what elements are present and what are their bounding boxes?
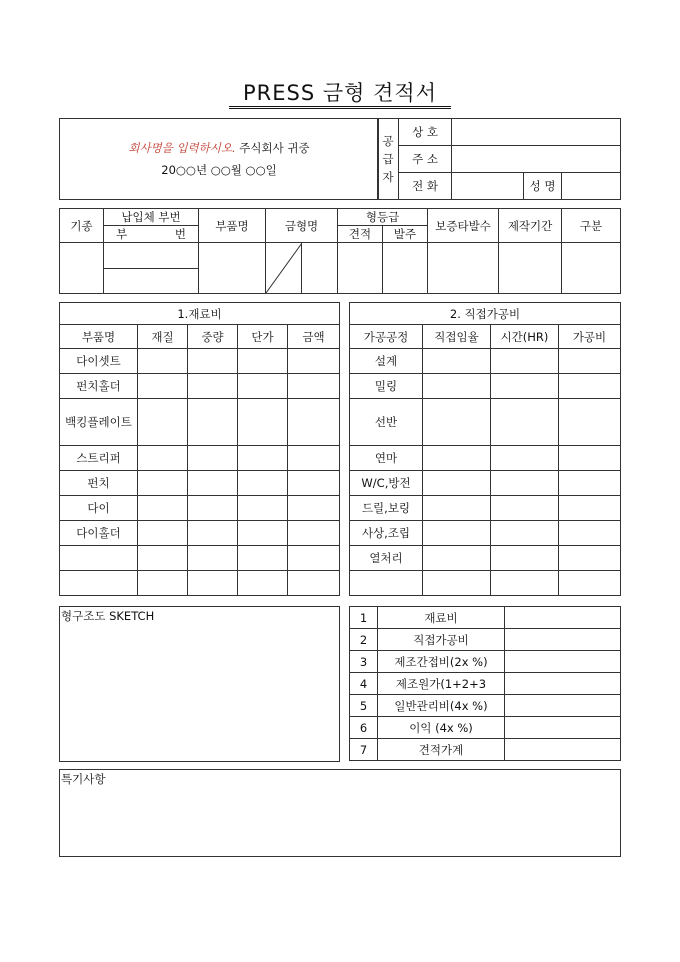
material-header: 부품명 bbox=[60, 325, 138, 349]
name-field[interactable] bbox=[562, 173, 621, 200]
summary-number: 7 bbox=[350, 739, 378, 761]
material-input-cell[interactable] bbox=[238, 374, 288, 399]
supplier-table bbox=[377, 118, 621, 200]
summary-label: 재료비 bbox=[378, 607, 505, 629]
material-part-name: 백킹플레이트 bbox=[60, 399, 138, 446]
material-row bbox=[60, 399, 340, 446]
direct-input-cell[interactable] bbox=[423, 521, 491, 546]
material-input-cell[interactable] bbox=[238, 571, 288, 596]
direct-input-cell[interactable] bbox=[559, 471, 621, 496]
col-part-no-b: 번 bbox=[174, 227, 186, 242]
material-input-cell[interactable] bbox=[188, 496, 238, 521]
material-input-cell[interactable] bbox=[138, 571, 188, 596]
direct-heading: 2. 직접가공비 bbox=[350, 303, 621, 325]
summary-label: 견적가계 bbox=[378, 739, 505, 761]
direct-input-cell[interactable] bbox=[559, 399, 621, 446]
direct-input-cell[interactable] bbox=[491, 446, 559, 471]
col-gijong: 기종 bbox=[60, 209, 104, 243]
material-input-cell[interactable] bbox=[188, 546, 238, 571]
material-row bbox=[60, 496, 340, 521]
summary-amount-cell[interactable] bbox=[505, 607, 621, 629]
material-input-cell[interactable] bbox=[238, 349, 288, 374]
direct-input-cell[interactable] bbox=[491, 374, 559, 399]
summary-amount-cell[interactable] bbox=[505, 695, 621, 717]
material-part-name bbox=[60, 546, 138, 571]
summary-number: 1 bbox=[350, 607, 378, 629]
part-no-cell[interactable] bbox=[104, 243, 199, 268]
recipient-suffix: 주식회사 귀중 bbox=[235, 141, 310, 155]
col-guarantee: 보증타발수 bbox=[428, 209, 499, 243]
material-part-name bbox=[60, 571, 138, 596]
direct-process-name: 연마 bbox=[350, 446, 423, 471]
material-part-name: 다이 bbox=[60, 496, 138, 521]
summary-label: 일반관리비(4x %) bbox=[378, 695, 505, 717]
summary-number: 3 bbox=[350, 651, 378, 673]
summary-number: 2 bbox=[350, 629, 378, 651]
direct-input-cell[interactable] bbox=[423, 349, 491, 374]
material-heading: 1.재료비 bbox=[60, 303, 340, 325]
direct-input-cell[interactable] bbox=[491, 571, 559, 596]
material-input-cell[interactable] bbox=[288, 349, 340, 374]
phone-field[interactable] bbox=[452, 173, 524, 200]
direct-input-cell[interactable] bbox=[559, 521, 621, 546]
summary-label: 제조간접비(2x %) bbox=[378, 651, 505, 673]
material-part-name: 펀치 bbox=[60, 471, 138, 496]
direct-row bbox=[350, 399, 621, 446]
trade-name-field[interactable] bbox=[452, 119, 621, 146]
direct-process-name: 밀링 bbox=[350, 374, 423, 399]
recipient-line bbox=[60, 140, 378, 156]
direct-input-cell[interactable] bbox=[491, 546, 559, 571]
summary-number: 6 bbox=[350, 717, 378, 739]
material-input-cell[interactable] bbox=[188, 374, 238, 399]
direct-process-name: 선반 bbox=[350, 399, 423, 446]
material-input-cell[interactable] bbox=[288, 374, 340, 399]
direct-process-name: 열처리 bbox=[350, 546, 423, 571]
material-input-cell[interactable] bbox=[188, 399, 238, 446]
summary-row bbox=[350, 607, 621, 629]
summary-table bbox=[349, 606, 621, 761]
direct-input-cell[interactable] bbox=[559, 446, 621, 471]
direct-input-cell[interactable] bbox=[491, 496, 559, 521]
direct-header: 직접임율 bbox=[423, 325, 491, 349]
diagonal-line bbox=[266, 243, 302, 293]
direct-processing-table bbox=[349, 302, 621, 596]
col-part-name: 부품명 bbox=[199, 209, 266, 243]
direct-input-cell[interactable] bbox=[423, 496, 491, 521]
col-estimate: 견적 bbox=[338, 226, 383, 243]
material-cost-table bbox=[59, 302, 340, 596]
direct-input-cell[interactable] bbox=[491, 349, 559, 374]
phone-label: 전 화 bbox=[399, 173, 452, 200]
col-part-no: 납입체 부번 bbox=[104, 209, 199, 226]
address-label: 주 소 bbox=[399, 146, 452, 173]
company-name-placeholder[interactable]: 회사명을 입력하시오. bbox=[128, 141, 236, 155]
direct-input-cell[interactable] bbox=[491, 521, 559, 546]
direct-process-name: 사상,조립 bbox=[350, 521, 423, 546]
summary-row bbox=[350, 673, 621, 695]
col-part-no-sub bbox=[104, 226, 199, 243]
summary-amount-cell[interactable] bbox=[505, 717, 621, 739]
summary-label: 직접가공비 bbox=[378, 629, 505, 651]
material-input-cell[interactable] bbox=[288, 546, 340, 571]
summary-label: 제조원가(1+2+3 bbox=[378, 673, 505, 695]
material-input-cell[interactable] bbox=[138, 374, 188, 399]
guarantee-cell[interactable] bbox=[428, 243, 499, 294]
material-row bbox=[60, 349, 340, 374]
notes-box[interactable] bbox=[59, 769, 621, 857]
col-mold-name: 금형명 bbox=[266, 209, 338, 243]
supplier-label bbox=[378, 119, 399, 200]
direct-process-name: 드릴,보링 bbox=[350, 496, 423, 521]
material-row bbox=[60, 521, 340, 546]
part-no-cell-2[interactable] bbox=[104, 268, 199, 293]
direct-input-cell[interactable] bbox=[559, 546, 621, 571]
summary-row bbox=[350, 629, 621, 651]
col-shape-grade: 형등급 bbox=[338, 209, 428, 226]
direct-row bbox=[350, 446, 621, 471]
estimate-date: 20○○년 ○○월 ○○일 bbox=[161, 163, 277, 177]
period-cell[interactable] bbox=[499, 243, 562, 294]
order-cell[interactable] bbox=[383, 243, 428, 294]
direct-row bbox=[350, 546, 621, 571]
summary-row bbox=[350, 651, 621, 673]
direct-header: 시간(HR) bbox=[491, 325, 559, 349]
direct-input-cell[interactable] bbox=[559, 496, 621, 521]
recipient-box bbox=[59, 118, 379, 200]
material-row bbox=[60, 374, 340, 399]
direct-input-cell[interactable] bbox=[423, 571, 491, 596]
material-input-cell[interactable] bbox=[238, 546, 288, 571]
direct-row bbox=[350, 374, 621, 399]
summary-row bbox=[350, 717, 621, 739]
material-input-cell[interactable] bbox=[238, 446, 288, 471]
material-input-cell[interactable] bbox=[238, 399, 288, 446]
direct-row bbox=[350, 349, 621, 374]
material-row bbox=[60, 546, 340, 571]
material-input-cell[interactable] bbox=[138, 446, 188, 471]
summary-amount-cell[interactable] bbox=[505, 739, 621, 761]
direct-row bbox=[350, 496, 621, 521]
sketch-label: 형구조도 SKETCH bbox=[61, 609, 155, 623]
material-part-name: 스트리퍼 bbox=[60, 446, 138, 471]
part-name-cell[interactable] bbox=[199, 243, 266, 294]
col-period: 제작기간 bbox=[499, 209, 562, 243]
material-input-cell[interactable] bbox=[188, 521, 238, 546]
material-input-cell[interactable] bbox=[238, 471, 288, 496]
direct-input-cell[interactable] bbox=[559, 374, 621, 399]
material-input-cell[interactable] bbox=[188, 471, 238, 496]
material-part-name: 다이셋트 bbox=[60, 349, 138, 374]
direct-row bbox=[350, 571, 621, 596]
direct-input-cell[interactable] bbox=[423, 471, 491, 496]
material-input-cell[interactable] bbox=[288, 496, 340, 521]
info-table bbox=[59, 208, 621, 294]
mold-name-cell[interactable] bbox=[302, 243, 338, 294]
material-input-cell[interactable] bbox=[288, 446, 340, 471]
material-row bbox=[60, 571, 340, 596]
material-input-cell[interactable] bbox=[138, 399, 188, 446]
supplier-label-char: 자 bbox=[382, 170, 394, 184]
supplier-label-char: 공 bbox=[382, 134, 394, 148]
summary-row bbox=[350, 695, 621, 717]
material-input-cell[interactable] bbox=[288, 571, 340, 596]
direct-process-name: 설계 bbox=[350, 349, 423, 374]
material-input-cell[interactable] bbox=[288, 471, 340, 496]
material-input-cell[interactable] bbox=[238, 521, 288, 546]
sketch-box[interactable] bbox=[59, 606, 340, 762]
material-input-cell[interactable] bbox=[138, 546, 188, 571]
summary-amount-cell[interactable] bbox=[505, 673, 621, 695]
material-input-cell[interactable] bbox=[188, 571, 238, 596]
direct-header: 가공비 bbox=[559, 325, 621, 349]
trade-name-label: 상 호 bbox=[399, 119, 452, 146]
col-category: 구분 bbox=[562, 209, 621, 243]
direct-process-name: W/C,방전 bbox=[350, 471, 423, 496]
category-cell[interactable] bbox=[562, 243, 621, 294]
notes-label: 특기사항 bbox=[61, 772, 106, 786]
address-field[interactable] bbox=[452, 146, 621, 173]
summary-amount-cell[interactable] bbox=[505, 629, 621, 651]
material-input-cell[interactable] bbox=[188, 349, 238, 374]
material-input-cell[interactable] bbox=[288, 399, 340, 446]
material-part-name: 다이홀더 bbox=[60, 521, 138, 546]
direct-process-name bbox=[350, 571, 423, 596]
summary-amount-cell[interactable] bbox=[505, 651, 621, 673]
summary-number: 5 bbox=[350, 695, 378, 717]
mold-name-diagonal-cell[interactable] bbox=[266, 243, 302, 294]
direct-input-cell[interactable] bbox=[491, 399, 559, 446]
supplier-label-char: 급 bbox=[382, 152, 394, 166]
material-header: 단가 bbox=[238, 325, 288, 349]
material-input-cell[interactable] bbox=[288, 521, 340, 546]
material-input-cell[interactable] bbox=[138, 496, 188, 521]
name-label: 성 명 bbox=[524, 173, 562, 200]
material-part-name: 펀치홀더 bbox=[60, 374, 138, 399]
direct-input-cell[interactable] bbox=[559, 349, 621, 374]
material-input-cell[interactable] bbox=[138, 521, 188, 546]
material-header: 재질 bbox=[138, 325, 188, 349]
direct-input-cell[interactable] bbox=[423, 399, 491, 446]
direct-row bbox=[350, 521, 621, 546]
page-title: PRESS 금형 견적서 bbox=[0, 80, 680, 109]
summary-number: 4 bbox=[350, 673, 378, 695]
material-row bbox=[60, 446, 340, 471]
material-input-cell[interactable] bbox=[138, 471, 188, 496]
col-part-no-a: 부 bbox=[116, 227, 128, 242]
material-input-cell[interactable] bbox=[138, 349, 188, 374]
gijong-cell[interactable] bbox=[60, 243, 104, 294]
col-order: 발주 bbox=[383, 226, 428, 243]
material-row bbox=[60, 471, 340, 496]
material-input-cell[interactable] bbox=[238, 496, 288, 521]
summary-row bbox=[350, 739, 621, 761]
material-header: 중량 bbox=[188, 325, 238, 349]
material-input-cell[interactable] bbox=[188, 446, 238, 471]
direct-input-cell[interactable] bbox=[559, 571, 621, 596]
summary-label: 이익 (4x %) bbox=[378, 717, 505, 739]
direct-header: 가공공정 bbox=[350, 325, 423, 349]
direct-input-cell[interactable] bbox=[423, 446, 491, 471]
direct-row bbox=[350, 471, 621, 496]
direct-input-cell[interactable] bbox=[423, 374, 491, 399]
direct-input-cell[interactable] bbox=[491, 471, 559, 496]
estimate-cell[interactable] bbox=[338, 243, 383, 294]
direct-input-cell[interactable] bbox=[423, 546, 491, 571]
material-header: 금액 bbox=[288, 325, 340, 349]
